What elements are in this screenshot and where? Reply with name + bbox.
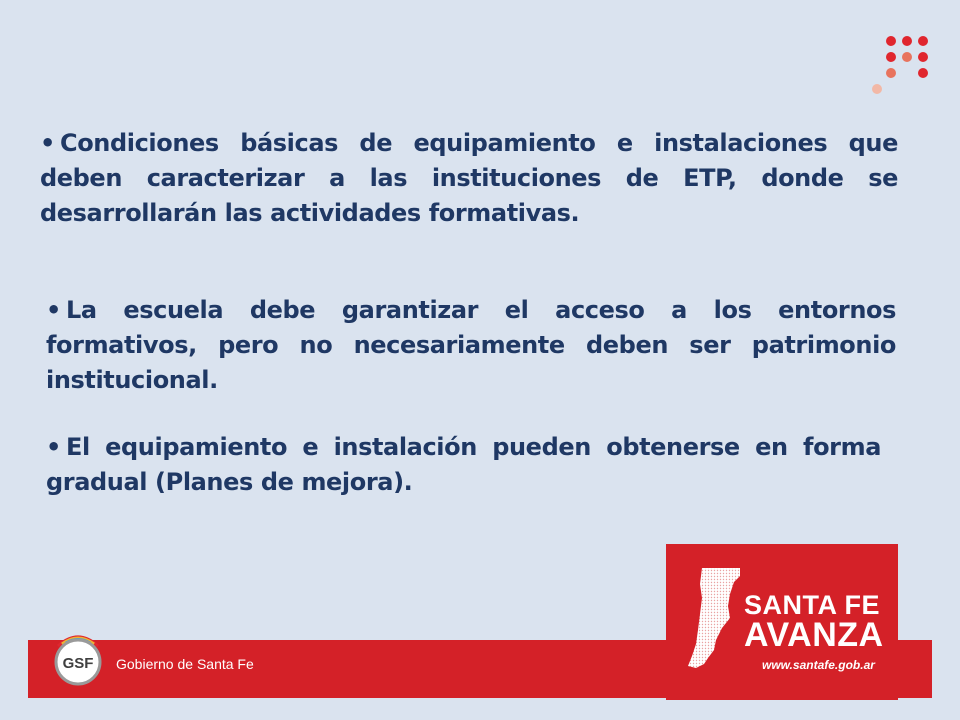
website-link[interactable]: www.santafe.gob.ar [762,658,875,672]
bullet-text: Condiciones básicas de equipamiento e instalaciones que deben caracterizar a las instituciones de ETP, donde se desarrollarán las actividades formativas. [40,129,898,227]
santa-fe-map-icon [686,566,742,670]
dotted-logo-icon [868,34,934,100]
bullet-marker: • [46,433,61,461]
bullet-marker: • [46,296,61,324]
bullet-text: El equipamiento e instalación pueden obtenerse en forma gradual (Planes de mejora). [46,433,881,496]
bullet-item-gradual-equipment [46,430,881,500]
bullet-text: La escuela debe garantizar el acceso a los entornos formativos, pero no necesariamente deben ser patrimonio institucional. [46,296,896,394]
bullet-marker: • [40,129,55,157]
gsf-logo-text: GSF [62,655,94,672]
bullet-item-school-access [46,293,896,397]
santa-fe-avanza-badge [666,544,898,700]
brand-line-avanza: AVANZA [744,616,884,654]
bullet-item-equipment-conditions [40,126,898,230]
brand-line-santa-fe: SANTA FE [744,590,880,620]
government-label: Gobierno de Santa Fe [116,656,254,672]
gsf-logo-icon [50,630,106,686]
